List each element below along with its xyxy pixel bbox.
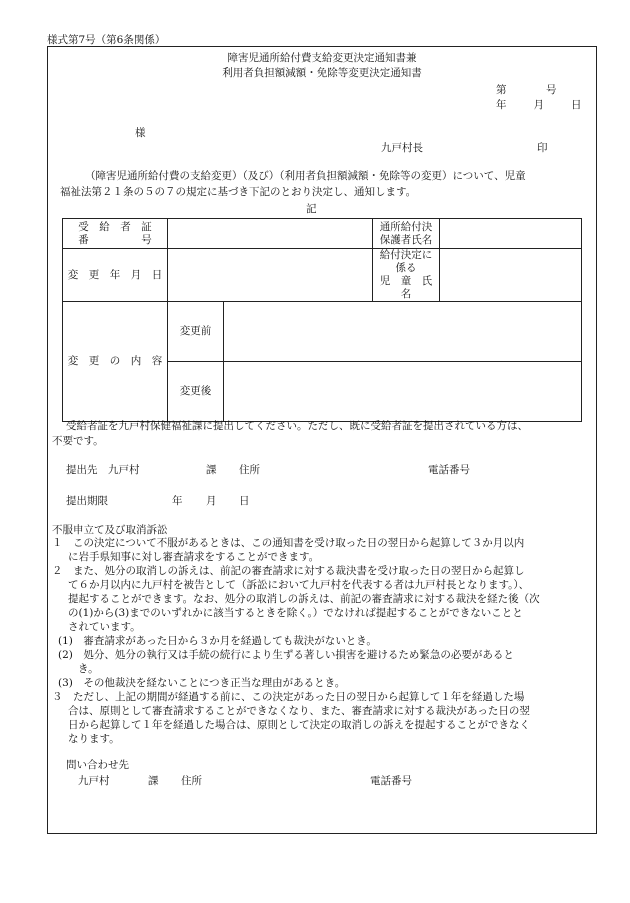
submit-to-address: 住所	[239, 464, 260, 476]
contact-heading: 問い合わせ先	[66, 759, 129, 771]
issuer-name: 九戸村長	[381, 142, 423, 154]
appeal-item-1: (1) 審査請求があった日から３か月を経過しても裁決がないとき。	[58, 635, 377, 647]
appeal-p3-line-2: 合は、原則として審査請求することができなくなり、また、審査請求に対する裁決があった日の翌	[68, 705, 530, 717]
submit-notice-line-2: 不要です。	[52, 435, 104, 447]
submit-notice-line-1: 受給者証を九戸村保健福祉課に提出してください。ただし、既に受給者証を提出されている方は、	[66, 420, 528, 432]
submit-to-phone: 電話番号	[428, 464, 470, 476]
title-line-1: 障害児通所給付費支給変更決定通知書兼	[227, 52, 417, 64]
appeal-p2-line-2: て６か月以内に九戸村を被告として（訴訟において九戸村を代表する者は九戸村長となります。）、	[68, 579, 530, 591]
contact-ka: 課	[148, 775, 159, 787]
before-label: 変更前	[168, 302, 224, 362]
intro-line-2: 福祉法第２１条の５の７の規定に基づき下記のとおり決定し、通知します。	[60, 186, 417, 198]
seal-mark: 印	[537, 142, 548, 154]
title-line-2: 利用者負担額減額・免除等変更決定通知書	[222, 67, 422, 79]
appeal-p2-line-4: の(1)から(3)までのいずれかに該当するときを除く。）でなければ提起することができないことと	[68, 607, 523, 619]
appeal-p3-line-1: ３ ただし、上記の期間が経過する前に、この決定があった日の翌日から起算して１年を経過した場	[52, 691, 525, 703]
guardian-name-value	[440, 219, 582, 249]
appeal-p1-line-2: に岩手県知事に対し審査請求をすることができます。	[68, 551, 320, 563]
form-number: 様式第7号（第6条関係）	[47, 34, 166, 46]
deadline-label: 提出期限	[66, 495, 108, 507]
guardian-name-label: 通所給付決 保護者氏名	[373, 219, 440, 249]
cert-number-value	[168, 219, 373, 249]
appeal-item-3: (3) その他裁決を経ないことにつき正当な理由があるとき。	[58, 677, 346, 689]
submit-to-ka: 課	[206, 464, 217, 476]
appeal-p2-line-1: ２ また、処分の取消しの訴えは、前記の審査請求に対する裁決書を受け取った日の翌日から起算し	[52, 565, 525, 577]
ki-label: 記	[306, 203, 317, 215]
change-date-label: 変 更 年 月 日	[63, 249, 168, 302]
info-table	[62, 218, 582, 422]
after-label: 変更後	[168, 362, 224, 422]
appeal-p2-line-3: 提起することができます。なお、処分の取消しの訴えは、前記の審査請求に対する裁決を経た後（次	[68, 593, 540, 605]
cert-number-label: 受 給 者 証 番 号	[63, 219, 168, 249]
change-date-value	[168, 249, 373, 302]
document-date: 年 月 日	[496, 99, 584, 111]
appeal-p3-line-3: 日から起算して１年を経過した場合は、原則として決定の取消しの訴えを提起することができなく	[68, 719, 530, 731]
intro-line-1: （障害児通所給付費の支給変更）（及び）（利用者負担額減額・免除等の変更）について、児童	[85, 170, 526, 182]
child-name-value	[440, 249, 582, 302]
appeal-item-2-line-1: (2) 処分、処分の執行又は手続の続行により生ずる著しい損害を避けるため緊急の必要があると	[58, 649, 514, 661]
document-number: 第 号	[496, 84, 559, 96]
appeal-p2-line-5: されています。	[68, 621, 141, 633]
appeal-p1-line-1: １ この決定について不服があるときは、この通知書を受け取った日の翌日から起算して３か月以内	[52, 537, 525, 549]
appeal-heading: 不服申立て及び取消訴訟	[52, 524, 168, 536]
deadline-day: 日	[239, 495, 250, 507]
deadline-year: 年	[172, 495, 183, 507]
appeal-item-2-line-2: き。	[78, 663, 99, 675]
contact-address: 住所	[181, 775, 202, 787]
contact-village: 九戸村	[78, 775, 110, 787]
child-name-label: 給付決定に係る 児 童 氏 名	[373, 249, 440, 302]
submit-to-label: 提出先 九戸村	[66, 464, 140, 476]
contact-phone: 電話番号	[370, 775, 412, 787]
appeal-p3-line-4: なります。	[68, 733, 120, 745]
change-content-label: 変 更 の 内 容	[63, 302, 168, 422]
deadline-month: 月	[206, 495, 217, 507]
before-value	[224, 302, 582, 362]
after-value	[224, 362, 582, 422]
recipient-suffix: 様	[135, 127, 146, 139]
